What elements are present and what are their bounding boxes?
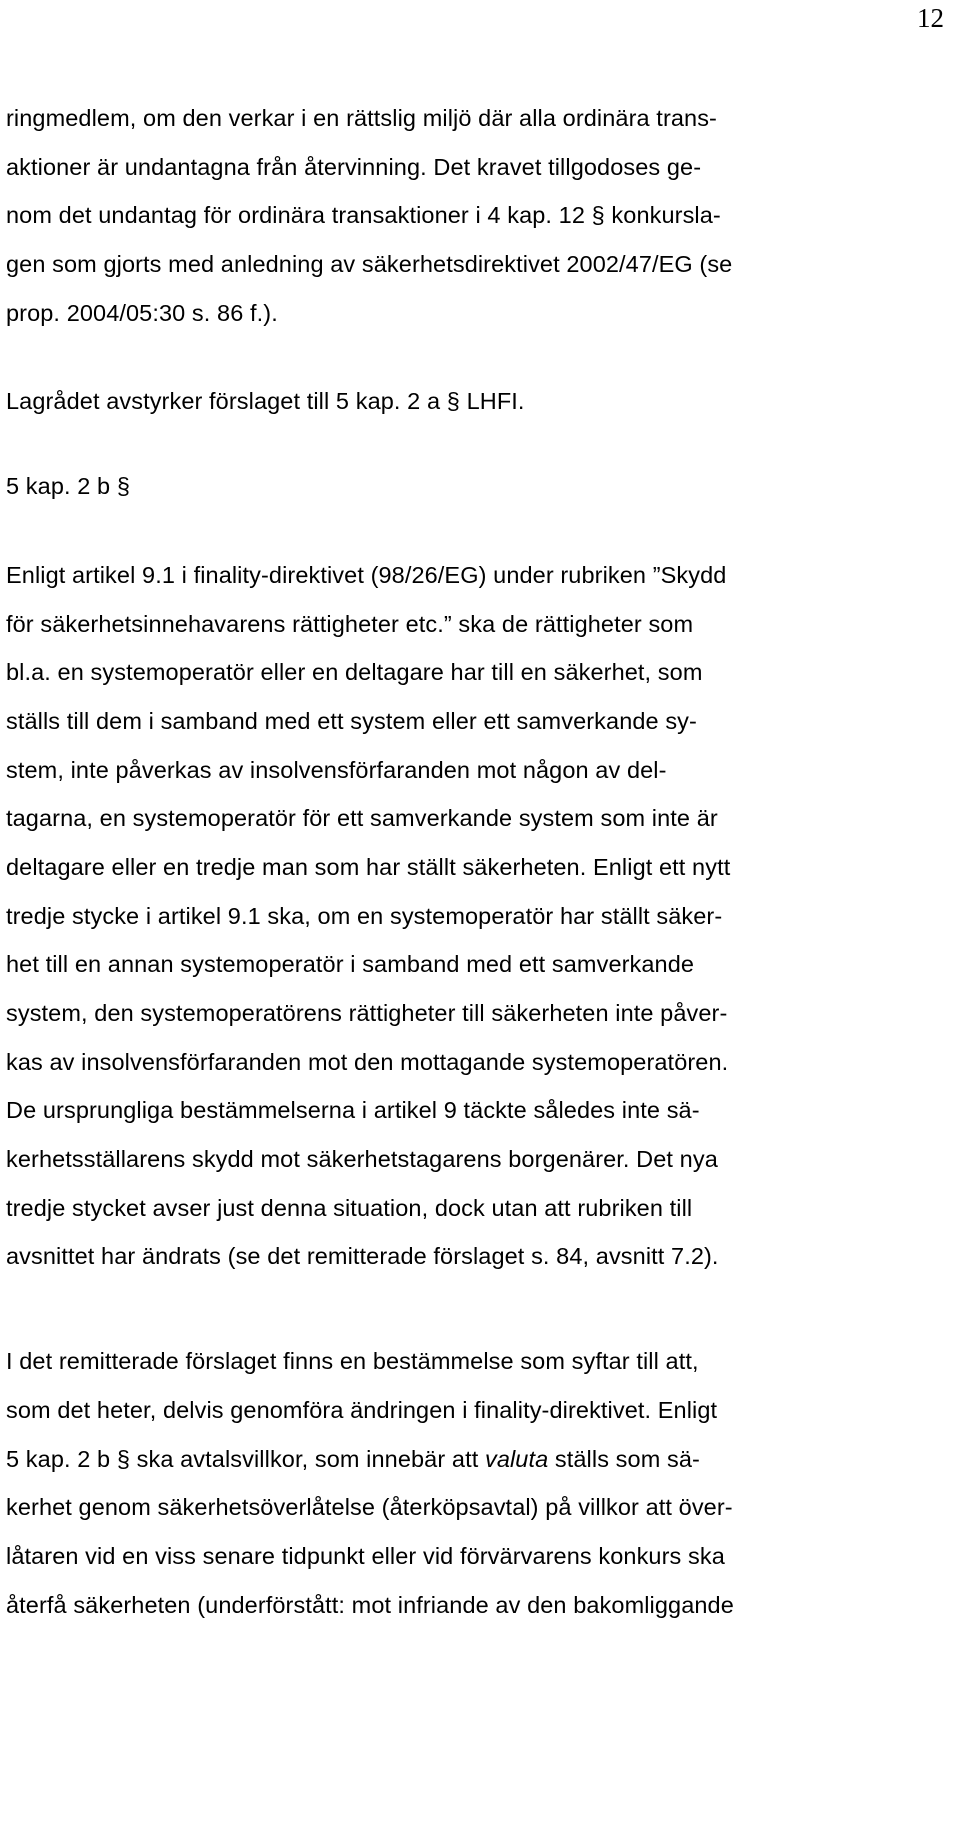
text-line: avsnittet har ändrats (se det remitterade förslaget s. 84, avsnitt 7.2). (6, 1243, 719, 1270)
text-line: tagarna, en systemoperatör för ett samverkande system som inte är (6, 805, 718, 832)
text-line: nom det undantag för ordinära transaktioner i 4 kap. 12 § konkursla- (6, 202, 721, 229)
text-line: ställs till dem i samband med ett system eller ett samverkande sy- (6, 707, 697, 734)
text-segment: ställs som sä- (548, 1445, 700, 1472)
paragraph-2: Lagrådet avstyrker förslaget till 5 kap. 2 a § LHFI. (6, 388, 525, 415)
paragraph-spacer (6, 1281, 936, 1337)
text-line: system, den systemoperatörens rättigheter till säkerheten inte påver- (6, 1000, 728, 1026)
text-line: stem, inte påverkas av insolvensförfaranden mot någon av del- (6, 756, 667, 783)
text-line: återfå säkerheten (underförstått: mot infriande av den bakomliggande (6, 1591, 734, 1618)
text-segment: 5 kap. 2 b § ska avtalsvillkor, som innebär att (6, 1445, 485, 1472)
text-line: deltagare eller en tredje man som har ställt säkerheten. Enligt ett nytt (6, 853, 731, 880)
paragraph-spacer (6, 511, 936, 551)
text-line: aktioner är undantagna från återvinning. Det kravet tillgodoses ge- (6, 153, 702, 180)
text-line (6, 1435, 936, 1484)
text-line: Enligt artikel 9.1 i finality-direktivet (98/26/EG) under rubriken ”Skydd (6, 561, 727, 588)
text-line: för säkerhetsinnehavarens rättigheter etc.” ska de rättigheter som (6, 610, 694, 637)
page-number: 12 (917, 3, 944, 33)
paragraph-4 (6, 1337, 936, 1629)
paragraph-spacer (6, 337, 936, 377)
text-line: I det remitterade förslaget finns en bestämmelse som syftar till att, (6, 1348, 699, 1375)
text-line: De ursprungliga bestämmelserna i artikel 9 täckte således inte sä- (6, 1097, 700, 1124)
text-line: gen som gjorts med anledning av säkerhetsdirektivet 2002/47/EG (se (6, 251, 733, 278)
paragraph-3 (6, 551, 936, 1281)
document-body (6, 94, 936, 1629)
text-line: het till en annan systemoperatör i samband med ett samverkande (6, 951, 695, 978)
paragraph-spacer (6, 426, 936, 462)
text-line: prop. 2004/05:30 s. 86 f.). (6, 299, 278, 326)
text-line: tredje stycket avser just denna situation, dock utan att rubriken till (6, 1194, 693, 1221)
text-line: bl.a. en systemoperatör eller en deltagare har till en säkerhet, som (6, 659, 703, 686)
text-line: ringmedlem, om den verkar i en rättslig miljö där alla ordinära trans- (6, 105, 717, 131)
text-line: kas av insolvensförfaranden mot den mottagande systemoperatören. (6, 1048, 729, 1075)
paragraph-1 (6, 94, 936, 337)
text-line: som det heter, delvis genomföra ändringen i finality-direktivet. Enligt (6, 1396, 718, 1423)
italic-term: valuta (484, 1445, 549, 1472)
text-line: kerhet genom säkerhetsöverlåtelse (återköpsavtal) på villkor att över- (6, 1494, 733, 1521)
text-line: tredje stycke i artikel 9.1 ska, om en systemoperatör har ställt säker- (6, 902, 723, 929)
text-line: kerhetsställarens skydd mot säkerhetstagarens borgenärer. Det nya (6, 1146, 718, 1173)
section-heading: 5 kap. 2 b § (6, 473, 131, 500)
text-line: låtaren vid en viss senare tidpunkt eller vid förvärvarens konkurs ska (6, 1542, 725, 1569)
